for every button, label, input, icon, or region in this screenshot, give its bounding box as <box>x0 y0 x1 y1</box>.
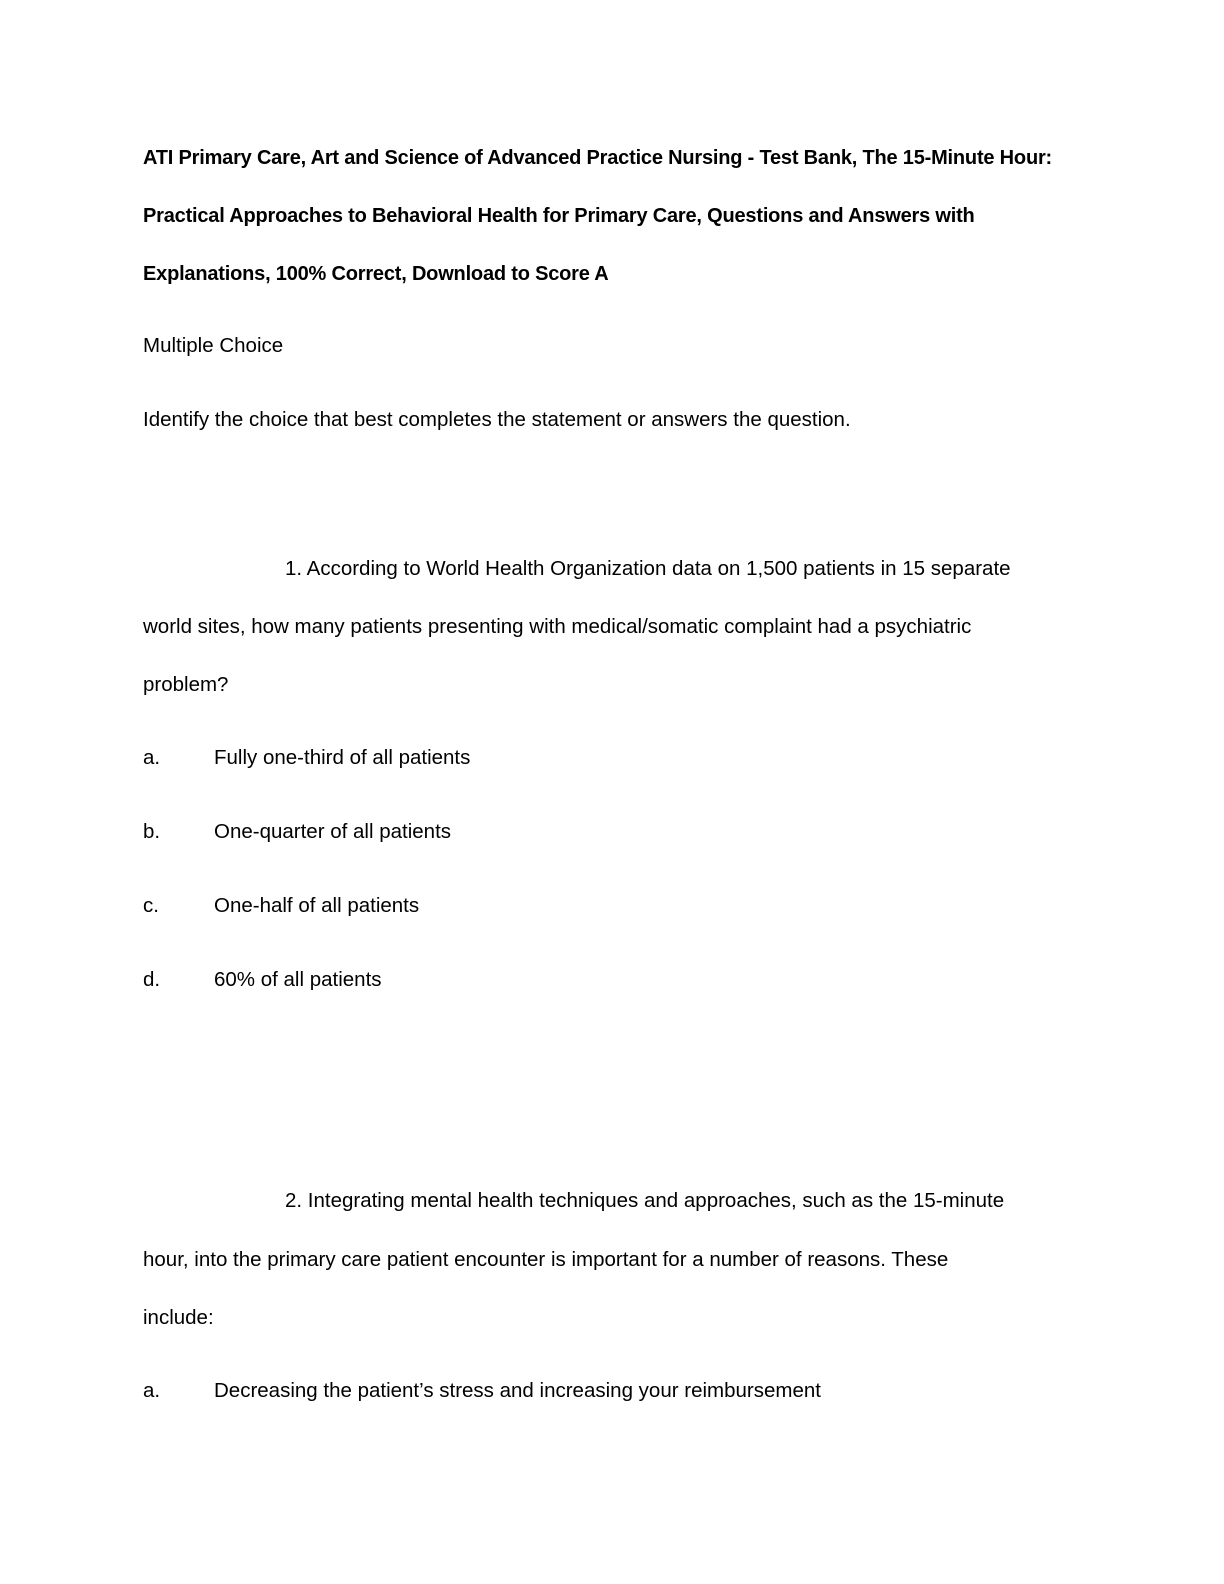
option-letter: d. <box>143 968 161 991</box>
instructions: Identify the choice that best completes the statement or answers the question. <box>143 408 851 431</box>
question-1-line-2: world sites, how many patients presenting with medical/somatic complaint had a psychiatric <box>143 615 972 638</box>
option-letter: a. <box>143 746 161 769</box>
document-title: ATI Primary Care, Art and Science of Advanced Practice Nursing - Test Bank, The 15-Minute Hour: Practical Approaches to Behavioral Health for Primary Care, Questions and Answers with Explanations, 100% Correct, Download to Score A <box>143 147 1052 285</box>
option-letter: b. <box>143 820 161 843</box>
option-text: One-quarter of all patients <box>214 820 452 843</box>
option-text: 60% of all patients <box>214 968 382 991</box>
option-text: Fully one-third of all patients <box>214 746 471 769</box>
question-1-line-3: problem? <box>143 673 229 696</box>
question-2-line-1: 2. Integrating mental health techniques and approaches, such as the 15-minute <box>285 1189 1005 1212</box>
question-2-line-3: include: <box>143 1306 214 1329</box>
option-letter: a. <box>143 1379 161 1402</box>
question-2-line-2: hour, into the primary care patient encounter is important for a number of reasons. These <box>143 1248 949 1271</box>
option-text: One-half of all patients <box>214 894 420 917</box>
question-1-line-1: 1. According to World Health Organization data on 1,500 patients in 15 separate <box>285 557 1011 580</box>
option-text: Decreasing the patient’s stress and increasing your reimbursement <box>214 1379 821 1402</box>
section-heading: Multiple Choice <box>143 334 284 357</box>
option-letter: c. <box>143 894 159 917</box>
